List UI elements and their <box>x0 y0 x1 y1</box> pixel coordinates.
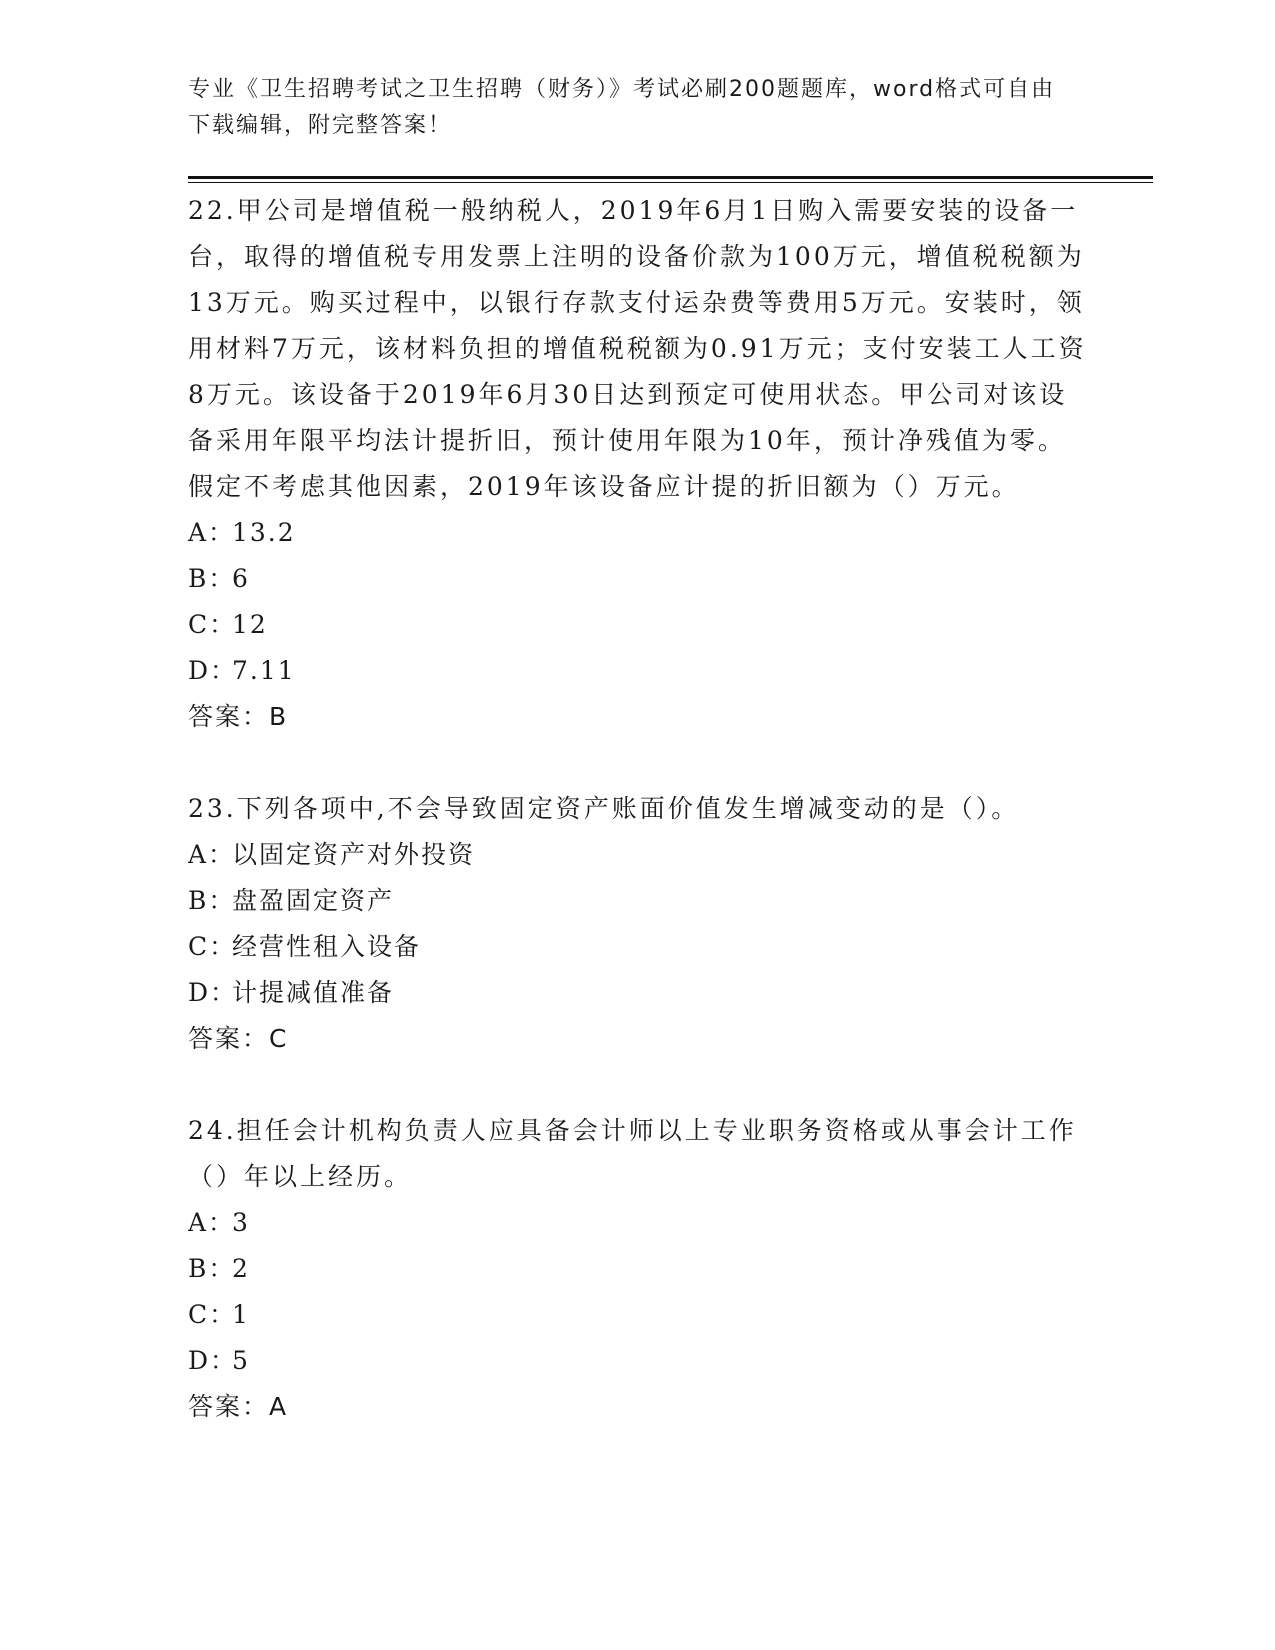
question-23 <box>188 786 1088 1062</box>
option-label: B： <box>188 564 236 593</box>
question-22 <box>188 188 1088 740</box>
answer-line: 答案：B <box>188 702 289 731</box>
option-b <box>188 556 1088 602</box>
option-a <box>188 510 1088 556</box>
question-text: 24.担任会计机构负责人应具备会计师以上专业职务资格或从事会计工作（）年以上经历。 <box>188 1116 1077 1191</box>
option-label: A： <box>188 518 236 547</box>
option-a <box>188 832 1088 878</box>
option-label: A： <box>188 1208 236 1237</box>
option-b <box>188 878 1088 924</box>
question-spacer <box>188 1062 1088 1108</box>
option-b <box>188 1246 1088 1292</box>
document-header: 专业《卫生招聘考试之卫生招聘（财务）》考试必刷200题题库，word格式可自由下载编辑，附完整答案！ <box>188 77 1056 138</box>
option-text: 13.2 <box>232 518 296 547</box>
question-24 <box>188 1108 1088 1430</box>
option-label: D： <box>188 656 238 685</box>
option-d <box>188 648 1088 694</box>
question-text: 22.甲公司是增值税一般纳税人，2019年6月1日购入需要安装的设备一台，取得的增值税专用发票上注明的设备价款为100万元，增值税税额为13万元。购买过程中，以银行存款支付运杂费等费用5万元。安装时，领用材料7万元，该材料负担的增值税税额为0.91万元；支付安装工人工资8万元。该设备于2019年6月30日达到预定可使用状态。甲公司对该设备采用年限平均法计提折旧，预计使用年限为10年，预计净残值为零。假定不考虑其他因素，2019年该设备应计提的折旧额为（）万元。 <box>188 196 1087 501</box>
option-text: 12 <box>232 610 268 639</box>
header-rule-thick <box>188 176 1153 179</box>
option-a <box>188 1200 1088 1246</box>
question-text: 23.下列各项中,不会导致固定资产账面价值发生增减变动的是（）。 <box>188 794 1020 823</box>
answer-line: 答案：A <box>188 1392 289 1421</box>
option-c <box>188 602 1088 648</box>
header-rule-thin <box>188 182 1153 183</box>
option-text: 7.11 <box>232 656 296 685</box>
option-label: A： <box>188 840 236 869</box>
option-label: C： <box>188 932 237 961</box>
option-text: 计提减值准备 <box>232 978 395 1007</box>
option-label: B： <box>188 1254 236 1283</box>
option-text: 2 <box>232 1254 250 1283</box>
option-label: D： <box>188 978 238 1007</box>
option-label: C： <box>188 610 237 639</box>
option-text: 盘盈固定资产 <box>232 886 395 915</box>
option-text: 以固定资产对外投资 <box>232 840 476 869</box>
option-d <box>188 970 1088 1016</box>
question-list <box>188 188 1088 1430</box>
option-d <box>188 1338 1088 1384</box>
option-text: 3 <box>232 1208 250 1237</box>
answer-line: 答案：C <box>188 1024 289 1053</box>
option-text: 1 <box>232 1300 250 1329</box>
option-text: 经营性租入设备 <box>232 932 422 961</box>
option-c <box>188 1292 1088 1338</box>
option-label: C： <box>188 1300 237 1329</box>
option-c <box>188 924 1088 970</box>
option-label: B： <box>188 886 236 915</box>
question-spacer <box>188 740 1088 786</box>
option-label: D： <box>188 1346 238 1375</box>
option-text: 5 <box>232 1346 250 1375</box>
option-text: 6 <box>232 564 250 593</box>
